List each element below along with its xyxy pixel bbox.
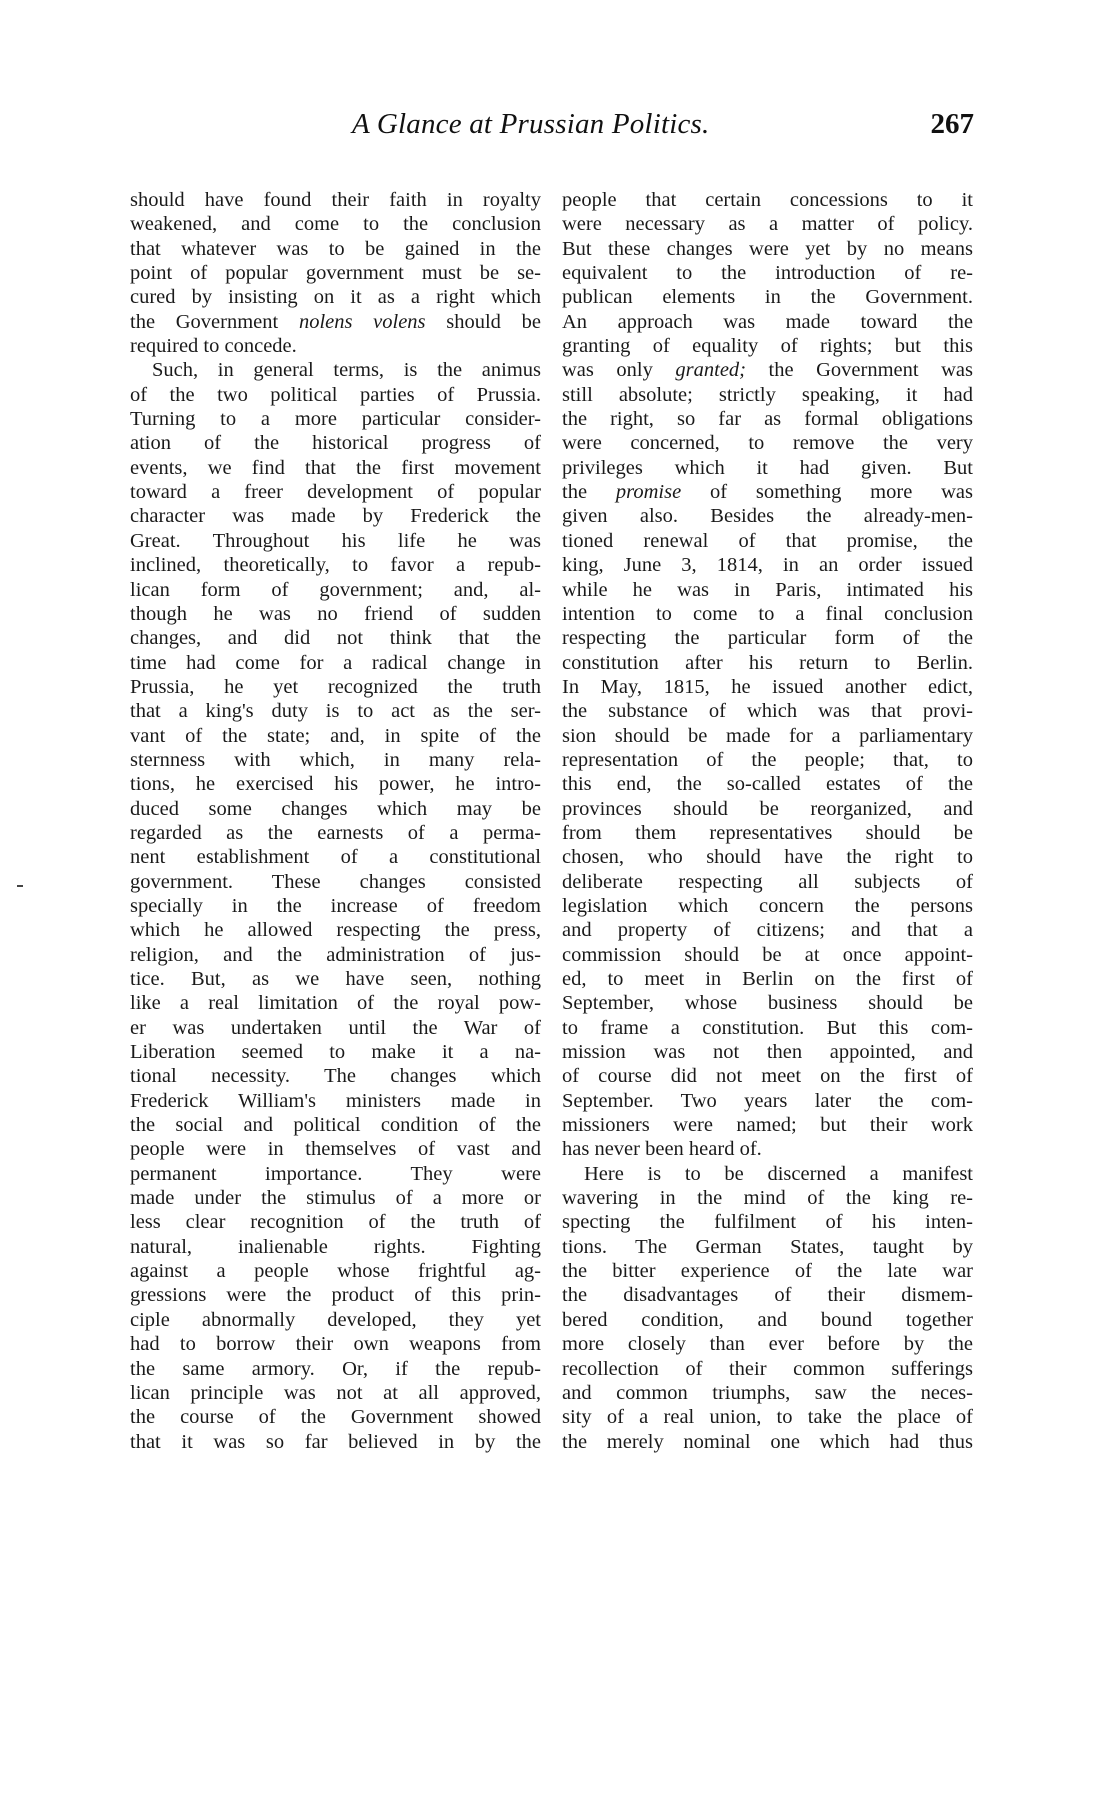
italic-text: promise xyxy=(615,481,682,504)
text-line: specially in the increase of freedom xyxy=(130,894,541,917)
text-run: the Government was xyxy=(746,359,973,382)
text-line: king, June 3, 1814, in an order issued xyxy=(562,554,973,577)
text-line: has never been heard of. xyxy=(562,1138,762,1161)
text-line: time had come for a radical change in xyxy=(130,651,541,674)
text-column-left xyxy=(130,188,541,1454)
text-line: Prussia, he yet recognized the truth xyxy=(130,675,541,698)
text-line: people that certain concessions to it xyxy=(562,189,973,211)
text-line: tice. But, as we have seen, nothing xyxy=(130,968,541,990)
text-line: gressions were the product of this prin- xyxy=(130,1284,541,1307)
paragraph-first-line: Such, in general terms, is the animus xyxy=(152,359,541,382)
text-line: to frame a constitution. But this com- xyxy=(562,1016,973,1039)
text-line: respecting the particular form of the xyxy=(562,627,973,650)
text-line: government. These changes consisted xyxy=(130,870,541,893)
text-line: ation of the historical progress of xyxy=(130,432,541,455)
text-line: constitution after his return to Berlin. xyxy=(562,651,973,674)
text-line: toward a freer development of popular xyxy=(130,481,541,504)
text-line xyxy=(562,480,973,504)
text-line: more closely than ever before by the xyxy=(562,1333,973,1356)
text-line: that a king's duty is to act as the ser- xyxy=(130,700,541,723)
text-run: was only xyxy=(562,359,676,382)
text-line: missioners were named; but their work xyxy=(562,1114,973,1137)
text-line: this end, the so-called estates of the xyxy=(562,773,973,796)
text-line: nent establishment of a constitutional xyxy=(130,846,541,869)
text-line: permanent importance. They were xyxy=(130,1162,541,1185)
text-line: the right, so far as formal obligations xyxy=(562,408,973,431)
text-line: cured by insisting on it as a right which xyxy=(130,286,541,309)
text-line: that it was so far believed in by the xyxy=(130,1430,541,1453)
text-run: the Government xyxy=(130,310,299,333)
text-line: regarded as the earnests of a perma- xyxy=(130,821,541,844)
text-column-right xyxy=(562,188,973,1454)
text-line: Liberation seemed to make it a na- xyxy=(130,1041,541,1064)
text-line: bered condition, and bound together xyxy=(562,1308,973,1331)
text-line: commission should be at once appoint- xyxy=(562,943,973,966)
text-line: lican principle was not at all approved, xyxy=(130,1381,541,1404)
text-line: which he allowed respecting the press, xyxy=(130,919,541,942)
text-line: September, whose business should be xyxy=(562,992,973,1015)
text-line: deliberate respecting all subjects of xyxy=(562,870,973,893)
text-line: changes, and did not think that the xyxy=(130,627,541,650)
text-line: wavering in the mind of the king re- xyxy=(562,1187,973,1210)
text-line: tional necessity. The changes which xyxy=(130,1065,541,1088)
text-line: and property of citizens; and that a xyxy=(562,919,973,942)
text-line: were concerned, to remove the very xyxy=(562,432,973,455)
text-line: tions, he exercised his power, he intro- xyxy=(130,773,541,796)
text-line: the merely nominal one which had thus xyxy=(562,1430,973,1453)
text-line: ed, to meet in Berlin on the first of xyxy=(562,968,973,990)
text-line: Turning to a more particular consider- xyxy=(130,408,541,431)
text-line: of the two political parties of Prussia. xyxy=(130,383,541,406)
text-line: intention to come to a final conclusion xyxy=(562,602,973,625)
page-number: 267 xyxy=(930,108,974,140)
text-line: specting the fulfilment of his inten- xyxy=(562,1211,973,1234)
text-line: should have found their faith in royalty xyxy=(130,189,541,211)
text-line: religion, and the administration of jus- xyxy=(130,943,541,966)
italic-text: nolens volens xyxy=(298,310,426,333)
text-line: character was made by Frederick the xyxy=(130,505,541,528)
text-line: point of popular government must be se- xyxy=(130,262,541,285)
text-line xyxy=(562,358,973,382)
text-line: people were in themselves of vast and xyxy=(130,1138,541,1161)
text-line: while he was in Paris, intimated his xyxy=(562,578,973,601)
text-line: But these changes were yet by no means xyxy=(562,237,973,260)
text-line: Great. Throughout his life he was xyxy=(130,529,541,552)
text-line: still absolute; strictly speaking, it had xyxy=(562,383,973,406)
text-line: September. Two years later the com- xyxy=(562,1089,973,1112)
text-line: Frederick William's ministers made in xyxy=(130,1089,541,1112)
text-line: had to borrow their own weapons from xyxy=(130,1333,541,1356)
text-line: less clear recognition of the truth of xyxy=(130,1211,541,1234)
text-line: duced some changes which may be xyxy=(130,797,541,820)
text-line: publican elements in the Government. xyxy=(562,286,973,309)
text-line: events, we find that the first movement xyxy=(130,456,541,479)
margin-mark xyxy=(17,885,23,887)
italic-text: granted; xyxy=(675,359,746,382)
text-line: vant of the state; and, in spite of the xyxy=(130,724,541,747)
text-line: lican form of government; and, al- xyxy=(130,578,541,601)
text-line: and common triumphs, saw the neces- xyxy=(562,1381,973,1404)
text-line: sternness with which, in many rela- xyxy=(130,748,541,771)
text-line xyxy=(130,310,541,334)
text-line: the course of the Government showed xyxy=(130,1406,541,1429)
text-run: should be xyxy=(425,310,541,333)
text-line: against a people whose frightful ag- xyxy=(130,1260,541,1283)
text-line: er was undertaken until the War of xyxy=(130,1016,541,1039)
text-line: were necessary as a matter of policy. xyxy=(562,213,973,236)
text-line: sity of a real union, to take the place of xyxy=(562,1406,973,1429)
text-line: from them representatives should be xyxy=(562,821,973,844)
text-run: of something more was xyxy=(681,481,973,504)
text-line: sion should be made for a parliamentary xyxy=(562,724,973,747)
text-line: privileges which it had given. But xyxy=(562,456,973,479)
text-line: required to concede. xyxy=(130,335,297,358)
text-line: that whatever was to be gained in the xyxy=(130,237,541,260)
text-line: the disadvantages of their dismem- xyxy=(562,1284,973,1307)
text-line: the bitter experience of the late war xyxy=(562,1260,973,1283)
text-line: representation of the people; that, to xyxy=(562,748,973,771)
text-line: like a real limitation of the royal pow- xyxy=(130,992,541,1015)
text-line: provinces should be reorganized, and xyxy=(562,797,973,820)
text-line: given also. Besides the already-men- xyxy=(562,505,973,528)
text-line: legislation which concern the persons xyxy=(562,894,973,917)
text-line: In May, 1815, he issued another edict, xyxy=(562,675,973,698)
text-line: mission was not then appointed, and xyxy=(562,1041,973,1064)
text-line: inclined, theoretically, to favor a repub- xyxy=(130,554,541,577)
text-line: made under the stimulus of a more or xyxy=(130,1187,541,1210)
text-line: granting of equality of rights; but this xyxy=(562,335,973,358)
text-line: the substance of which was that provi- xyxy=(562,700,973,723)
text-line: though he was no friend of sudden xyxy=(130,602,541,625)
text-line: of course did not meet on the first of xyxy=(562,1065,973,1088)
text-line: An approach was made toward the xyxy=(562,310,973,333)
text-run: the xyxy=(562,481,616,504)
text-line: ciple abnormally developed, they yet xyxy=(130,1308,541,1331)
text-line: chosen, who should have the right to xyxy=(562,846,973,869)
text-line: the same armory. Or, if the repub- xyxy=(130,1357,541,1380)
text-line: the social and political condition of the xyxy=(130,1114,541,1137)
text-line: weakened, and come to the conclusion xyxy=(130,213,541,236)
text-line: tioned renewal of that promise, the xyxy=(562,529,973,552)
text-line: equivalent to the introduction of re- xyxy=(562,262,973,285)
running-title: A Glance at Prussian Politics. xyxy=(352,108,710,140)
text-line: recollection of their common sufferings xyxy=(562,1357,973,1380)
paragraph-first-line: Here is to be discerned a manifest xyxy=(584,1162,973,1185)
text-line: tions. The German States, taught by xyxy=(562,1235,973,1258)
text-line: natural, inalienable rights. Fighting xyxy=(130,1235,541,1258)
